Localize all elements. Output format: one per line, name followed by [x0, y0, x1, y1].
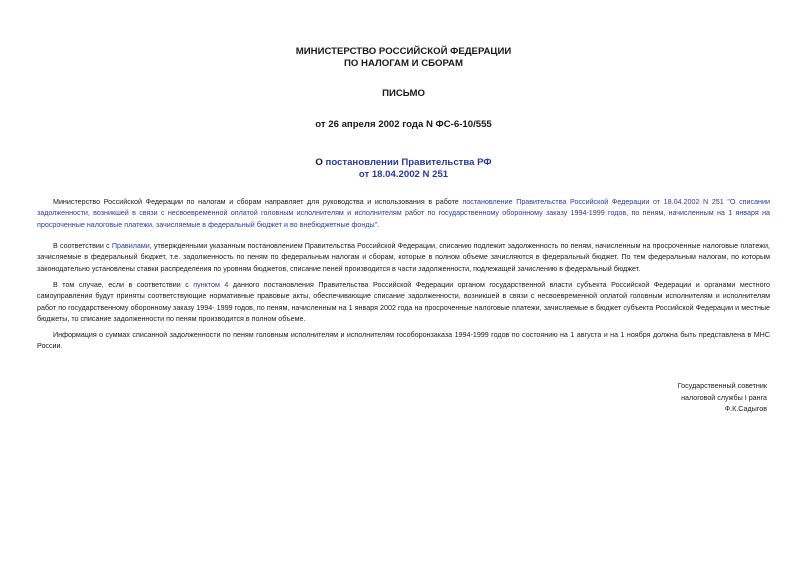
subject-link-line-1[interactable]: постановлении Правительства РФ — [325, 157, 492, 168]
paragraph-2 — [37, 241, 770, 275]
paragraph-1 — [37, 197, 770, 231]
signature-title-1: Государственный советник — [677, 382, 767, 390]
paragraph-3-text: В том случае, если в соответствии с — [53, 281, 194, 289]
ministry-line-1: МИНИСТЕРСТВО РОССИЙСКОЙ ФЕДЕРАЦИИ — [295, 46, 512, 57]
paragraph-1-text: Министерство Российской Федерации по налогам и сборам направляет для руководства и использования в работе — [53, 198, 463, 206]
ministry-heading — [0, 46, 807, 69]
paragraph-4 — [37, 330, 770, 353]
signature-title-2: налоговой службы I ранга — [681, 393, 767, 402]
paragraph-3 — [37, 280, 770, 325]
subject-link-line-2[interactable]: от 18.04.2002 N 251 — [358, 168, 449, 180]
paragraph-2-text: В соответствии с — [53, 242, 112, 250]
ministry-line-2: ПО НАЛОГАМ И СБОРАМ — [344, 57, 463, 69]
subject-prefix: О — [315, 157, 326, 168]
document-subject — [0, 157, 807, 180]
document-date-number: от 26 апреля 2002 года N ФС-6-10/555 — [315, 119, 492, 130]
clause-4-link[interactable]: пунктом 4 — [193, 281, 229, 289]
paragraph-3-rest: данного постановления Правительства Российской Федерации органом государственной власти субъекта Российской Федерации и органами местного самоуправления будут приняты соответствующие нормативные правовые акты, обеспечивающие списание задолженности, возникшей в связи с несвоевременной оплатой головным исполнителям и исполнителям работ по государственному оборонному заказу 1994- 1999 годов, по пеням, начисленным на 1 января 2002 года на просроченные налоговые платежи, зачисляемые в бюджет субъекта Российской Федерации и местные бюджеты, то списание задолженности по пеням производится в полном объеме. — [37, 281, 770, 323]
signature-block — [678, 381, 767, 416]
signature-name: Ф.К.Садыгов — [724, 405, 767, 413]
paragraph-4-text: Информация о суммах списанной задолженности по пеням головным исполнителям и исполнителям гособоронзаказа 1994-1999 годов по состоянию на 1 августа и на 1 ноября должна быть представлена в МНС России. — [37, 331, 770, 351]
paragraph-1-end: . — [377, 220, 380, 229]
rules-link[interactable]: Правилами — [111, 242, 150, 250]
paragraph-2-rest: , утвержденными указанным постановлением Правительства Российской Федерации, списанию подлежит задолженность по пеням, начисленным на просроченные налоговые платежи, зачисляемые в федеральный бюджет, т.е. задолженность по пеням по федеральным налогам и сборам, которые в полном объеме зачисляются в федеральный бюджет. По тем федеральным налогам, по которым законодательно установлены ставки распределения по уровням бюджетов, списание пеней производится в части задолженности, подлежащей зачислению в федеральный бюджет. — [37, 242, 771, 273]
resolution-link[interactable]: постановление Правительства Российской Федерации от 18.04.2002 N 251 "О списании задолженности, возникшей в связи с несвоевременной оплатой головным исполнителям и исполнителям работ по государственному оборонному заказу 1994-1999 годов, по пеням, начисленным на 1 января на просроченные налоговые платежи, зачисляемые в федеральный бюджет и во внебюджетные фонды" — [37, 198, 770, 229]
document-type: ПИСЬМО — [382, 88, 425, 99]
